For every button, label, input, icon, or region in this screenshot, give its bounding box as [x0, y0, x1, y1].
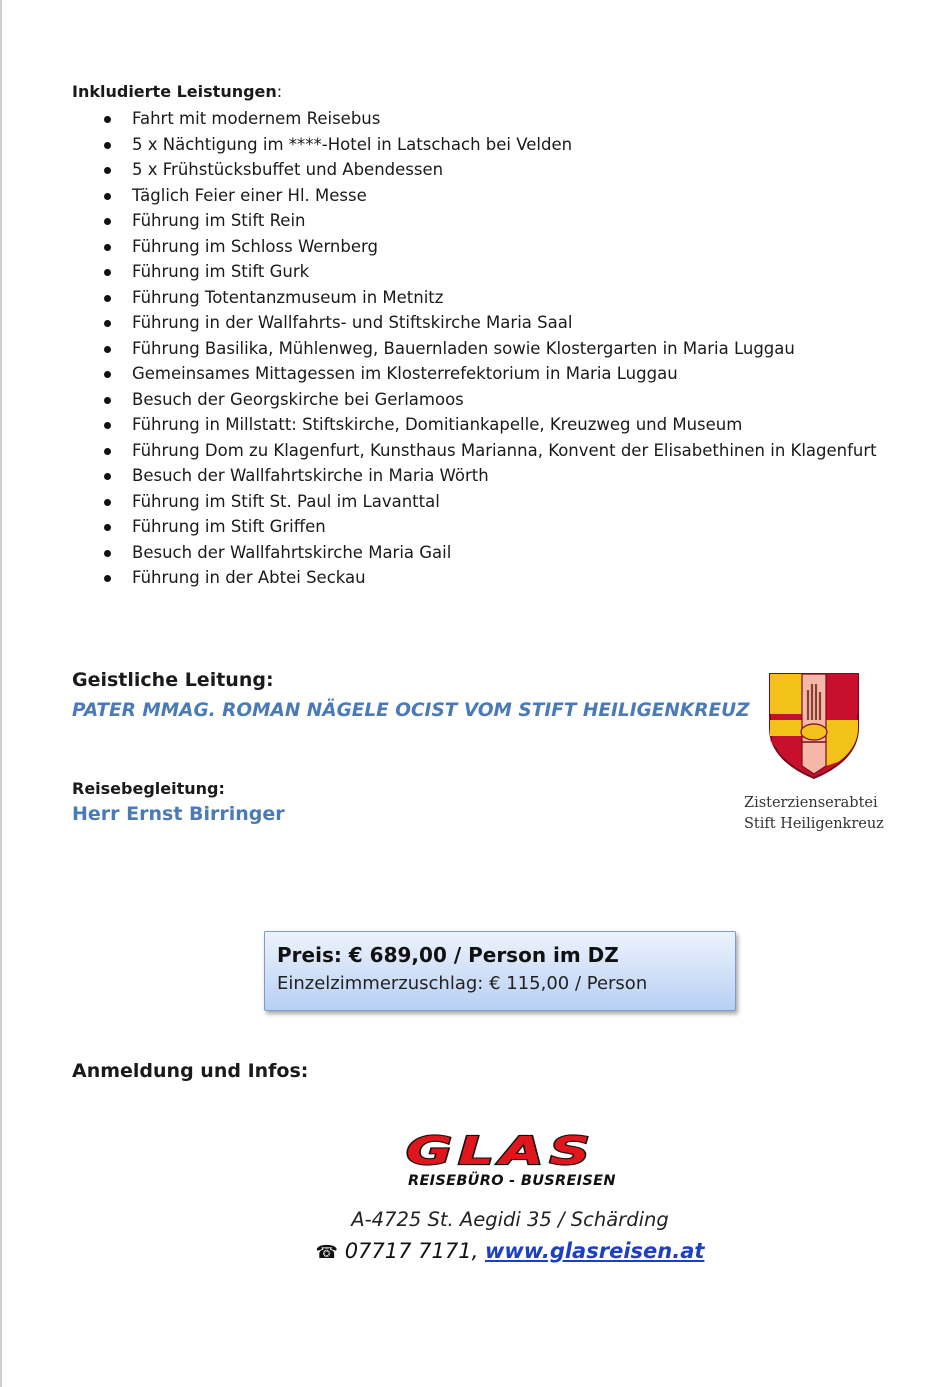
- list-item: Führung Totentanzmuseum in Metnitz: [100, 285, 877, 311]
- website-link[interactable]: www.glasreisen.at: [484, 1239, 705, 1263]
- price-main: Preis: € 689,00 / Person im DZ: [277, 943, 619, 967]
- list-item: Führung im Schloss Wernberg: [100, 234, 877, 260]
- tour-guide-name: Herr Ernst Birringer: [72, 803, 285, 825]
- list-item: Fahrt mit modernem Reisebus: [100, 106, 877, 132]
- list-item: 5 x Nächtigung im ****-Hotel in Latschach bei Velden: [100, 132, 877, 158]
- logo-tagline: REISEBÜRO - BUSREISEN: [408, 1173, 616, 1189]
- phone-number: 07717 7171,: [344, 1239, 479, 1263]
- logo-text: GLAS: [406, 1132, 596, 1170]
- tour-guide-label: Reisebegleitung:: [72, 779, 225, 798]
- list-item: Besuch der Wallfahrtskirche in Maria Wörth: [100, 463, 877, 489]
- list-item: Führung in der Wallfahrts- und Stiftskirche Maria Saal: [100, 310, 877, 336]
- spiritual-leader-label: Geistliche Leitung:: [72, 669, 274, 691]
- list-item: Täglich Feier einer Hl. Messe: [100, 183, 877, 209]
- list-item: Führung im Stift Rein: [100, 208, 877, 234]
- price-box: [264, 931, 736, 1011]
- list-item: Führung Basilika, Mühlenweg, Bauernladen sowie Klostergarten in Maria Luggau: [100, 336, 877, 362]
- abbey-caption: [744, 793, 884, 835]
- glas-logo: [400, 1132, 605, 1170]
- contact-heading: Anmeldung und Infos:: [72, 1060, 309, 1082]
- abbey-crest-icon: [766, 670, 862, 780]
- phone-line: [0, 1239, 926, 1263]
- included-services-heading: Inkludierte Leistungen:: [72, 82, 283, 101]
- page-left-edge: [0, 0, 2, 1387]
- abbey-caption-line2: Stift Heiligenkreuz: [744, 816, 884, 832]
- list-item: Besuch der Wallfahrtskirche Maria Gail: [100, 540, 877, 566]
- list-item: Führung in Millstatt: Stiftskirche, Domitiankapelle, Kreuzweg und Museum: [100, 412, 877, 438]
- list-item: Führung im Stift Gurk: [100, 259, 877, 285]
- list-item: 5 x Frühstücksbuffet und Abendessen: [100, 157, 877, 183]
- list-item: Gemeinsames Mittagessen im Klosterrefektorium in Maria Luggau: [100, 361, 877, 387]
- list-item: Führung im Stift St. Paul im Lavanttal: [100, 489, 877, 515]
- list-item: Führung in der Abtei Seckau: [100, 565, 877, 591]
- spiritual-leader-name: PATER MMAG. ROMAN NÄGELE OCIST VOM STIFT HEILIGENKREUZ: [72, 700, 750, 721]
- included-services-list: [100, 106, 877, 591]
- list-item: Führung Dom zu Klagenfurt, Kunsthaus Marianna, Konvent der Elisabethinen in Klagenfurt: [100, 438, 877, 464]
- phone-icon: ☎: [315, 1242, 338, 1263]
- address: A-4725 St. Aegidi 35 / Schärding: [351, 1208, 669, 1231]
- single-room-supplement: Einzelzimmerzuschlag: € 115,00 / Person: [277, 973, 648, 994]
- abbey-caption-line1: Zisterzienserabtei: [744, 795, 878, 811]
- list-item: Besuch der Georgskirche bei Gerlamoos: [100, 387, 877, 413]
- list-item: Führung im Stift Griffen: [100, 514, 877, 540]
